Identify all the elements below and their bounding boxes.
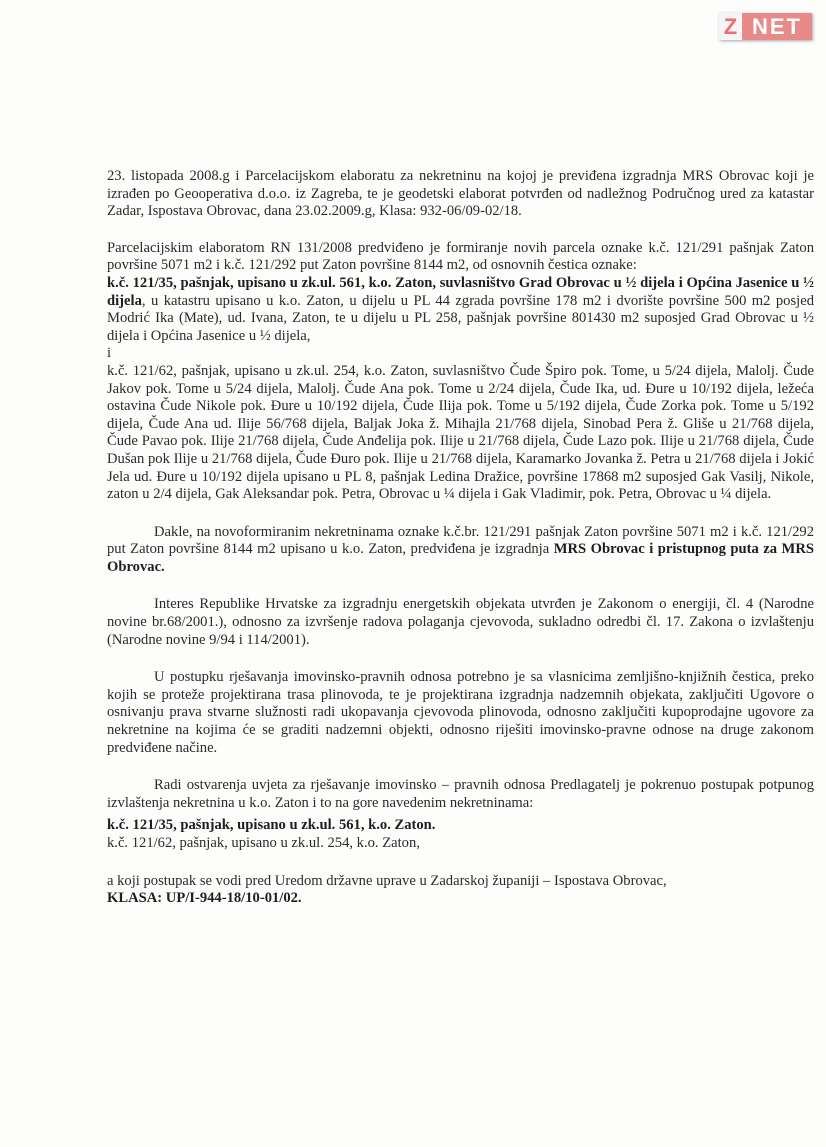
klasa-line bbox=[107, 890, 814, 908]
parcel-list-item-2: k.č. 121/62, pašnjak, upisano u zk.ul. 254, k.o. Zaton, bbox=[107, 835, 420, 851]
parcel-121-35-bold: k.č. 121/35, pašnjak, upisano u zk.ul. 561, k.o. Zaton, suvlasništvo Grad Obrovac u ½ dijela i Općina Jasenice u ½ dijela bbox=[107, 274, 814, 309]
paragraph-procedure: U postupku rješavanja imovinsko-pravnih odnosa potrebno je sa vlasnicima zemljišno-knjižnih čestica, preko kojih se proteže projektirana trasa plinovoda, te je projektirana izgradnja nadzemnih objekata, zaključiti Ugovore o osnivanju prava stvarne služnosti radi ukopavanja cjevovoda plinovoda, odnosno zaključiti kupoprodajne ugovore za nekretnine na kojima će se graditi nadzemni objekti, odnosno riješiti imovinsko-pravne odnose na druge zakonom predviđene načine. bbox=[107, 669, 814, 756]
conclusion-bold-road: i pristupnog puta za MRS Obrovac. bbox=[107, 541, 814, 575]
conjunction-i: i bbox=[107, 345, 112, 362]
paragraph-interest: Interes Republike Hrvatske za izgradnju energetskih objekata utvrđen je Zakonom o energiji, čl. 4 (Narodne novine br.68/2001.), odnosno za izvršenje radova polaganja cjevovoda, sukladno odredbi čl. 17. Zakona o izvlaštenju (Narodne novine 9/94 i 114/2001). bbox=[107, 596, 814, 648]
klasa-bold: KLASA: UP/I-944-18/10-01/02. bbox=[107, 890, 302, 907]
paragraph-expropriation: Radi ostvarenja uvjeta za rješavanje imovinsko – pravnih odnosa Predlagatelj je pokrenuo postupak potpunog izvlaštenja nekretnina u k.o. Zaton i to na gore navedenim nekretninama: bbox=[107, 777, 814, 811]
conclusion-text: Dakle, na novoformiranim nekretninama oznake k.č.br. 121/291 pašnjak Zaton površine 5071 m2 i k.č. 121/292 put Zaton površine 8144 m2 upisano u k.o. Zaton, predviđena je izgradnja bbox=[107, 523, 814, 558]
paragraph-parcel-121-62: k.č. 121/62, pašnjak, upisano u zk.ul. 254, k.o. Zaton, suvlasništvo Čude Špiro pok. Tome, u 5/24 dijela, Malolj. Čude Jakov pok. Tome u 5/24 dijela, Malolj. Čude Ana pok. Tome u 2/24 dijela, Čude Ika, ud. Đure u 10/192 dijela, ležeća ostavina Čude Nikole pok. Đure u 10/192 dijela, Čude Ilija pok. Tome u 5/192 dijela, Čude Zorka pok. Tome u 5/192 dijela, Čude Ana ud. Ilije 56/768 dijela, Baljak Joka ž. Mihajla 21/768 dijela, Sinobad Pera ž. Gliše u 21/768 dijela, Čude Pavao pok. Ilije 21/768 dijela, Čude Anđelija pok. Ilije u 21/768 dijela, Čude Lazo pok. Ilije u 21/768 dijela, Čude Dušan pok Ilije u 21/768 dijela, Čude Đuro pok. Ilije u 21/768 dijela, Karamarko Jovanka ž. Petra u 21/768 dijela i Jokić Jela ud. Đure u 10/192 dijela upisano u PL 8, pašnjak Ledina Dražice, površine 17868 m2 suposjed Gak Vasilj, Nikole, zaton u 2/4 dijela, Gak Aleksandar pok. Petra, Obrovac u ¼ dijela i Gak Vladimir, pok. Petra, Obrovac u ¼ dijela. bbox=[107, 362, 814, 503]
parcel-list-item-1-bold: k.č. 121/35, pašnjak, upisano u zk.ul. 561, k.o. Zaton. bbox=[107, 817, 436, 834]
parcel-list-item-1 bbox=[107, 817, 814, 835]
paragraph-intro: 23. listopada 2008.g i Parcelacijskom elaboratu za nekretninu na kojoj je previđena izgradnja MRS Obrovac koji je izrađen po Geooperativa d.o.o. iz Zagreba, te je geodetski elaborat potvrđen od nadležnog Područnog ured za katastar Zadar, Ispostava Obrovac, dana 23.02.2009.g, Klasa: 932-06/09-02/18. bbox=[107, 168, 814, 220]
conclusion-bold-mrs: MRS Obrovac bbox=[553, 541, 645, 558]
logo-letter-z: Z bbox=[719, 13, 742, 40]
paragraph-parcelation: Parcelacijskim elaboratom RN 131/2008 predviđeno je formiranje novih parcela oznake k.č. 121/291 pašnjak Zaton površine 5071 m2 i k.č. 121/292 put Zaton površine 8144 m2, od osnovnih čestica oznake: bbox=[107, 239, 814, 274]
logo-letters-net: NET bbox=[742, 13, 812, 40]
znet-logo bbox=[719, 13, 812, 40]
paragraph-office: a koji postupak se vodi pred Uredom državne uprave u Zadarskoj županiji – Ispostava Obrovac, bbox=[107, 872, 667, 889]
document-body bbox=[107, 168, 814, 908]
paragraph-conclusion bbox=[107, 524, 814, 577]
paragraph-parcel-121-35 bbox=[107, 275, 814, 345]
parcel-121-35-details: , u katastru upisano u k.o. Zaton, u dijelu u PL 44 zgrada površine 178 m2 i dvorište površine 500 m2 posjed Modrić Ika (Mate), ud. Ivana, Zaton, te u dijelu u PL 258, pašnjak površine 801430 m2 suposjed Grad Obrovac u ½ dijela i Općina Jasenice u ½ dijela, bbox=[107, 292, 814, 344]
